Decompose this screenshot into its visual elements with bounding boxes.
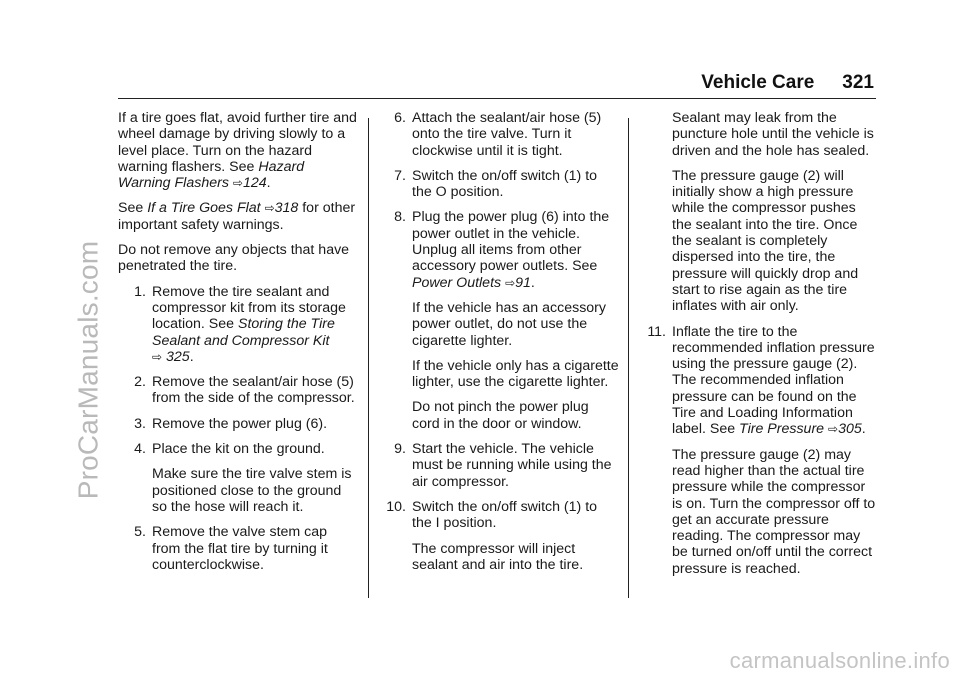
step-5: [118, 524, 358, 573]
step-number: 6.: [394, 110, 406, 126]
step-8-note-3: Do not pinch the power plug cord in the door or window.: [412, 399, 589, 432]
step-text: Start the vehicle. The vehicle must be running while using the air compressor.: [412, 441, 612, 490]
step-4: [118, 441, 358, 457]
link-hazard-warning-flashers[interactable]: Hazard Warning Flashers: [118, 158, 305, 192]
column-2: [382, 110, 620, 582]
step-text: Plug the power plug (6) into the power outlet in the vehicle. Unplug all items from other accessory power outlets. See Power Outlets ⇨91.: [412, 209, 610, 291]
page-ref-arrow-icon: ⇨: [232, 176, 243, 191]
step-number: 8.: [394, 209, 406, 226]
page-ref-arrow-icon: ⇨: [505, 275, 516, 290]
step-number: 9.: [394, 441, 406, 458]
step-3: [118, 416, 358, 432]
step-number: 4.: [134, 441, 146, 458]
link-if-a-tire-goes-flat[interactable]: If a Tire Goes Flat: [147, 200, 261, 217]
step-text: Inflate the tire to the recommended inflation pressure using the pressure gauge (2). The recommended inflation pressure can be found on the Tire and Loading Information label. See Tire Pressure ⇨305.: [672, 323, 875, 438]
column-3: [640, 110, 878, 586]
step-number: 2.: [134, 374, 146, 391]
link-tire-pressure[interactable]: Tire Pressure: [739, 421, 825, 438]
step-text: Remove the tire sealant and compressor kit from its storage location. See Storing the Tire Sealant and Compressor Kit ⇨ 325.: [152, 283, 346, 365]
step-text: Attach the sealant/air hose (5) onto the tire valve. Turn it clockwise until it is tight.: [412, 110, 602, 159]
step-number: 11.: [647, 323, 666, 340]
step-number: 3.: [134, 415, 146, 432]
step-text: Remove the valve stem cap from the flat tire by turning it counterclockwise.: [152, 524, 328, 573]
header-rule: [118, 98, 876, 99]
intro-paragraph: If a tire goes flat, avoid further tire and wheel damage by driving slowly to a level place. Turn on the hazard warning flashers. See Hazard Warning Flashers ⇨124.: [118, 110, 357, 192]
step-number: 1.: [134, 283, 146, 300]
page-ref-305[interactable]: 305: [838, 421, 862, 438]
step-8: [382, 209, 620, 290]
column-1: [118, 110, 358, 582]
step-number: 10.: [386, 498, 406, 515]
page-ref-318[interactable]: 318: [274, 200, 299, 217]
page-ref-arrow-icon: ⇨: [828, 422, 839, 437]
step-2: [118, 374, 358, 407]
step-9: [382, 441, 620, 490]
page-number: 321: [842, 72, 874, 93]
step-8-note-1: If the vehicle has an accessory power outlet, do not use the cigarette lighter.: [412, 299, 606, 349]
see-also-paragraph: See If a Tire Goes Flat ⇨318 for other important safety warnings.: [118, 200, 356, 233]
warning-paragraph: Do not remove any objects that have penetrated the tire.: [118, 242, 350, 275]
step-11-note: The pressure gauge (2) may read higher than the actual tire pressure while the compressor is on. Turn the compressor off to get an accurate pressure reading. The compressor may be turned on/off until the correct pressure is reached.: [672, 446, 876, 577]
step-text: Remove the power plug (6).: [152, 415, 328, 432]
step-10: [382, 499, 620, 532]
step-text: Switch the on/off switch (1) to the I position.: [412, 498, 598, 532]
column-divider-1: [368, 118, 369, 598]
link-storing-tire-sealant-kit[interactable]: Storing the Tire Sealant and Compressor Kit: [152, 316, 335, 349]
step-text: Switch the on/off switch (1) to the O position.: [412, 167, 598, 201]
side-watermark: [58, 90, 118, 650]
page-ref-124[interactable]: 124: [242, 175, 267, 192]
step-8-note-2: If the vehicle only has a cigarette lighter, use the cigarette lighter.: [412, 357, 619, 391]
step-1: [118, 284, 358, 365]
page-header: [701, 72, 874, 94]
pressure-gauge-note: The pressure gauge (2) will initially show a high pressure while the compressor pushes the sealant into the tire. Once the sealant is completely dispersed into the tire, the pressure will quickly drop and start to rise again as the tire inflates with air only.: [672, 167, 859, 315]
column-divider-2: [628, 118, 629, 598]
sealant-leak-note: Sealant may leak from the puncture hole until the vehicle is driven and the hole has sealed.: [672, 110, 874, 159]
step-4-note: Make sure the tire valve stem is positioned close to the ground so the hose will reach it.: [152, 466, 352, 515]
bottom-watermark: carmanualsonline.info: [729, 648, 950, 673]
page-ref-91[interactable]: 91: [515, 274, 531, 291]
page-ref-325[interactable]: 325: [166, 348, 190, 365]
section-title: Vehicle Care: [701, 72, 815, 93]
step-7: [382, 168, 620, 201]
link-power-outlets[interactable]: Power Outlets: [412, 274, 502, 291]
step-number: 7.: [394, 167, 406, 184]
step-10-note: The compressor will inject sealant and air into the tire.: [412, 540, 584, 573]
step-6: [382, 110, 620, 159]
step-number: 5.: [134, 524, 146, 541]
page-ref-arrow-icon: ⇨: [264, 201, 275, 216]
step-text: Remove the sealant/air hose (5) from the side of the compressor.: [152, 374, 355, 407]
side-watermark-text: ProCarManuals.com: [72, 240, 104, 500]
step-text: Place the kit on the ground.: [152, 441, 325, 458]
page-ref-arrow-icon: ⇨: [152, 349, 163, 364]
step-11: [640, 324, 878, 438]
